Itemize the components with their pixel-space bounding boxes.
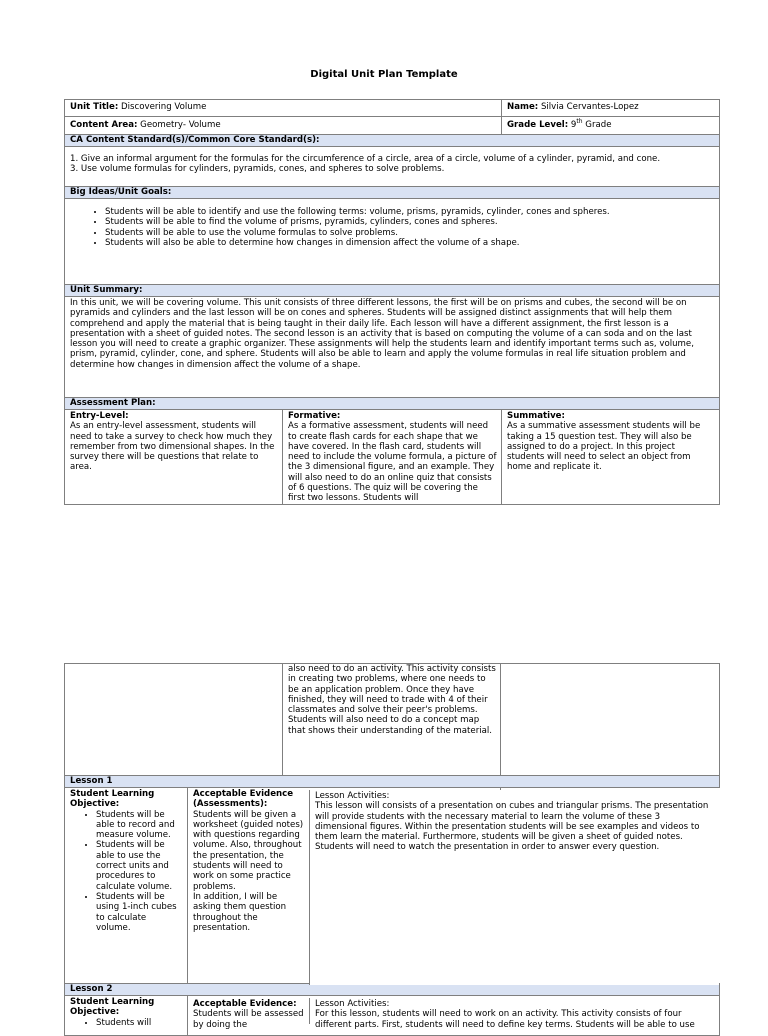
entry-level-cell xyxy=(65,410,283,505)
lesson-2-activities-cell xyxy=(309,998,719,1030)
formative-continued-cell xyxy=(283,664,501,776)
lesson-2-objective-cell xyxy=(65,996,188,1036)
standard-line: 3. Use volume formulas for cylinders, pyramids, cones, and spheres to solve problems. xyxy=(70,164,445,175)
grade-level-label: Grade Level: xyxy=(507,120,569,130)
activities-label: Lesson Activities: xyxy=(315,791,390,801)
lesson-2-evidence-cell xyxy=(187,998,309,1030)
unit-title-label: Unit Title: xyxy=(70,102,119,112)
formative-label: Formative: xyxy=(288,411,341,421)
objective-list xyxy=(70,1018,183,1028)
evidence-text: Students will be given a worksheet (guided notes) with questions regarding volume. Also, throughout the presentation, the students will need to work on some practice problems. xyxy=(193,809,304,892)
objective-list xyxy=(70,810,183,934)
list-item: • Students will be able to use the correct units and procedures to calculate volume. xyxy=(96,840,183,891)
unit-summary-text: In this unit, we will be covering volume. This unit consists of three different lessons, the first will be on prisms and cubes, the second will be on pyramids and cylinders and the last lesson will be on cones and spheres. Students will be assigned distinct assignments that will help them comprehend and apply the material that is being taught in their daily life. Each lesson will have a different assignment, the first lesson is a presentation with a sheet of guided notes. The second lesson is an activity that is based on computing the volume of a can soda and on the last lesson you will need to create a graphic organizer. These assignments will help the students learn and identify important terms such as, volume, prism, pyramid, cylinder, cone, and sphere. Students will also be able to learn and apply the volume formulas in real life situation problem and determine how changes in dimension affect the volume of a shape. xyxy=(70,298,694,370)
assessment-heading: Assessment Plan: xyxy=(65,398,720,410)
evidence-text: Students will be assessed by doing the xyxy=(193,1009,304,1030)
grade-level-suffix: Grade xyxy=(585,120,612,130)
evidence-text-2: In addition, I will be asking them question throughout the presentation. xyxy=(193,891,287,933)
grade-level-sup: th xyxy=(576,118,583,126)
lesson-1-activities-cell xyxy=(309,790,719,985)
list-item: • Students will also be able to determine how changes in dimension affect the volume of a shape. xyxy=(105,238,715,248)
unit-plan-table-page-1 xyxy=(64,99,720,505)
name-label: Name: xyxy=(507,102,539,112)
entry-level-label: Entry-Level: xyxy=(70,411,129,421)
entry-level-text: As an entry-level assessment, students will need to take a survey to check how much they remember from two dimensional shapes. In the survey there will be questions that relate to area. xyxy=(70,421,275,473)
unit-summary-heading: Unit Summary: xyxy=(65,285,720,297)
big-ideas-cell xyxy=(65,199,720,285)
standards-heading: CA Content Standard(s)/Common Core Standard(s): xyxy=(65,135,720,147)
activities-label: Lesson Activities: xyxy=(315,999,390,1009)
objective-label: Student Learning Objective: xyxy=(70,789,155,810)
evidence-label: Acceptable Evidence: xyxy=(193,999,297,1009)
objective-label: Student Learning Objective: xyxy=(70,997,155,1018)
big-ideas-heading: Big Ideas/Unit Goals: xyxy=(65,187,720,199)
name-cell xyxy=(502,100,720,117)
list-item: • Students will be able to record and measure volume. xyxy=(96,810,183,841)
name-value: Silvia Cervantes-Lopez xyxy=(540,102,639,112)
lesson-1-objective-cell xyxy=(65,788,188,984)
summative-label: Summative: xyxy=(507,411,565,421)
list-item: • Students will be using 1-inch cubes to calculate volume. xyxy=(96,892,183,933)
summative-text: As a summative assessment students will be taking a 15 question test. They will also be assigned to do a project. In this project students will need to select an object from home and replicate it. xyxy=(507,421,701,473)
unit-title-value: Discovering Volume xyxy=(121,102,207,112)
list-item: • Students will xyxy=(96,1018,183,1028)
lesson-1-heading: Lesson 1 xyxy=(65,776,720,788)
grade-level-cell xyxy=(502,117,720,135)
standards-cell xyxy=(65,147,720,187)
unit-summary-cell xyxy=(65,297,720,398)
formative-cell xyxy=(283,410,502,505)
entry-level-continued-cell xyxy=(65,664,283,776)
activities-text: This lesson will consists of a presentation on cubes and triangular prisms. The presentation will provide students with the necessary material to learn the volume of these 3 dimensional figures. Within the presentation students will be see examples and videos to them learn the material. Furthermore, students will be given a sheet of guided notes. Students will need to watch the presentation in order to answer every question. xyxy=(315,801,709,853)
activities-text: For this lesson, students will need to work on an activity. This activity consists of four different parts. First, students will need to define key terms. Students will be able to use xyxy=(315,1009,695,1030)
big-ideas-list xyxy=(70,207,715,248)
list-item: • Students will be able to identify and use the following terms: volume, prisms, pyramids, cylinder, cones and spheres. xyxy=(105,207,715,217)
content-area-cell xyxy=(65,117,502,135)
list-item: • Students will be able to find the volume of prisms, pyramids, cylinders, cones and spheres. xyxy=(105,217,715,227)
summative-continued-cell xyxy=(501,664,720,776)
content-area-value: Geometry- Volume xyxy=(140,120,221,130)
formative-continued-text: also need to do an activity. This activity consists in creating two problems, where one needs to be an application problem. Once they have finished, they will need to trade with 4 of their classmates and solve their peer's problems. Students will also need to do a concept map that shows their understanding of the material. xyxy=(288,664,496,736)
lesson-2-heading: Lesson 2 xyxy=(65,984,720,996)
evidence-label: Acceptable Evidence (Assessments): xyxy=(193,789,294,810)
grade-level-value: 9 xyxy=(570,120,577,130)
list-item: • Students will be able to use the volume formulas to solve problems. xyxy=(105,228,715,238)
summative-cell xyxy=(502,410,720,505)
content-area-label: Content Area: xyxy=(70,120,138,130)
standard-line: 1. Give an informal argument for the formulas for the circumference of a circle, area of a circle, volume of a cylinder, pyramid, and cone. xyxy=(70,154,661,164)
document-title: Digital Unit Plan Template xyxy=(310,69,458,80)
unit-title-cell xyxy=(65,100,502,117)
formative-text: As a formative assessment, students will need to create flash cards for each shape that we have covered. In the flash card, students will need to include the volume formula, a picture of the 3 dimensional figure, and an example. They will also need to do an online quiz that consists of 6 questions. The quiz will be covering the first two lessons. Students will xyxy=(288,421,497,504)
